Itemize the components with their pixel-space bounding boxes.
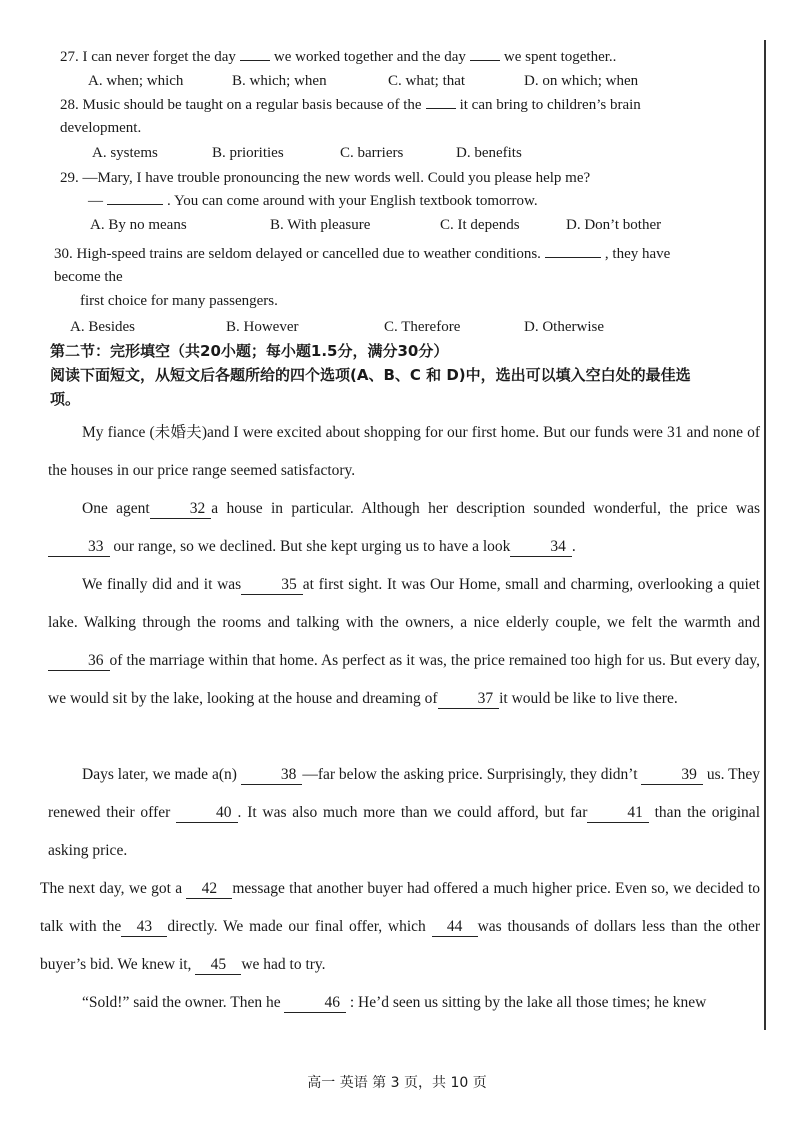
passage-paragraph-1: My fiance (未婚夫)and I were excited about shopping for our first home. But our funds were 31 and none of the houses in our price range seemed satisfactory. bbox=[48, 424, 760, 479]
passage-paragraph-2: One agent 32 a house in particular. Although her description sounded wonderful, the price was 33 our range, so we declined. But she kept urging us to have a look 34 . bbox=[48, 490, 760, 566]
option-29-d: D. Don’t bother bbox=[566, 217, 662, 233]
section-instructions-cont: 项。 bbox=[50, 390, 81, 408]
question-29: 29. —Mary, I have trouble pronouncing the new words well. Could you please help me? bbox=[60, 170, 591, 186]
answer-blank bbox=[470, 46, 500, 61]
question-27: 27. I can never forget the day we worked together and the day we spent together.. bbox=[60, 46, 616, 67]
question-29-reply: — . You can come around with your English textbook tomorrow. bbox=[88, 190, 538, 211]
page-footer: 高一 英语 第 3 页，共 10 页 bbox=[307, 1075, 487, 1091]
blank-38: 38 bbox=[241, 766, 303, 785]
passage-paragraph-5: The next day, we got a 42 message that another buyer had offered a much higher price. Even so, we decided to talk with the 43 directly. We made our final offer, which 44 was thousands of dollars less than the other buyer’s bid. We knew it, 45 we had to try. bbox=[40, 880, 760, 973]
option-30-d: D. Otherwise bbox=[524, 319, 604, 335]
section-title: 第二节：完形填空（共20小题；每小题1.5分，满分30分） bbox=[50, 342, 449, 360]
option-27-c: C. what; that bbox=[388, 73, 466, 89]
blank-36: 36 bbox=[48, 652, 110, 671]
option-27-b: B. which; when bbox=[232, 73, 327, 89]
answer-blank bbox=[107, 190, 163, 205]
option-29-b: B. With pleasure bbox=[270, 217, 371, 233]
blank-45: 45 bbox=[195, 956, 241, 975]
blank-37: 37 bbox=[438, 690, 500, 709]
option-27-a: A. when; which bbox=[88, 73, 184, 89]
question-30-cont2: first choice for many passengers. bbox=[80, 293, 278, 309]
option-28-c: C. barriers bbox=[340, 145, 404, 161]
blank-43: 43 bbox=[121, 918, 167, 937]
passage-paragraph-4: Days later, we made a(n) 38 —far below the asking price. Surprisingly, they didn’t 39 us. They renewed their offer 40 . It was also much more than we could afford, but far 41 than the original asking price. bbox=[48, 766, 760, 859]
question-28-cont: development. bbox=[60, 120, 142, 136]
blank-34: 34 bbox=[510, 538, 572, 557]
option-27-d: D. on which; when bbox=[524, 73, 639, 89]
blank-42: 42 bbox=[186, 880, 232, 899]
option-29-a: A. By no means bbox=[90, 217, 187, 233]
blank-33: 33 bbox=[48, 538, 110, 557]
blank-32: 32 bbox=[150, 500, 212, 519]
margin-line bbox=[764, 40, 766, 1030]
blank-35: 35 bbox=[241, 576, 303, 595]
option-29-c: C. It depends bbox=[440, 217, 520, 233]
blank-31: 31 bbox=[666, 424, 683, 441]
blank-46: 46 bbox=[284, 994, 346, 1013]
option-28-b: B. priorities bbox=[212, 145, 284, 161]
blank-41: 41 bbox=[587, 804, 649, 823]
answer-blank bbox=[240, 46, 270, 61]
question-28: 28. Music should be taught on a regular basis because of the it can bring to children’s brain bbox=[60, 94, 641, 115]
option-30-b: B. However bbox=[226, 319, 299, 335]
option-30-a: A. Besides bbox=[70, 319, 135, 335]
blank-44: 44 bbox=[432, 918, 478, 937]
passage-paragraph-6: “Sold!” said the owner. Then he 46 : He’d seen us sitting by the lake all those times; he knew bbox=[82, 994, 707, 1011]
blank-39: 39 bbox=[641, 766, 703, 785]
option-30-c: C. Therefore bbox=[384, 319, 461, 335]
passage-paragraph-3: We finally did and it was 35 at first sight. It was Our Home, small and charming, overlooking a quiet lake. Walking through the rooms and talking with the owners, a nice elderly couple, we felt the warmth and36 of the marriage within that home. As perfect as it was, the price remained too high for us. But every day, we would sit by the lake, looking at the house and dreaming of 37 it would be like to live there. bbox=[48, 576, 760, 707]
option-28-d: D. benefits bbox=[456, 145, 522, 161]
blank-40: 40 bbox=[176, 804, 238, 823]
answer-blank bbox=[545, 243, 601, 258]
option-28-a: A. systems bbox=[92, 145, 158, 161]
answer-blank bbox=[426, 94, 456, 109]
section-instructions: 阅读下面短文，从短文后各题所给的四个选项(A、B、C 和 D)中，选出可以填入空白处的最佳选 bbox=[50, 366, 691, 384]
question-30: 30. High-speed trains are seldom delayed or cancelled due to weather conditions. , they have bbox=[54, 243, 670, 264]
question-30-cont: become the bbox=[54, 269, 123, 285]
